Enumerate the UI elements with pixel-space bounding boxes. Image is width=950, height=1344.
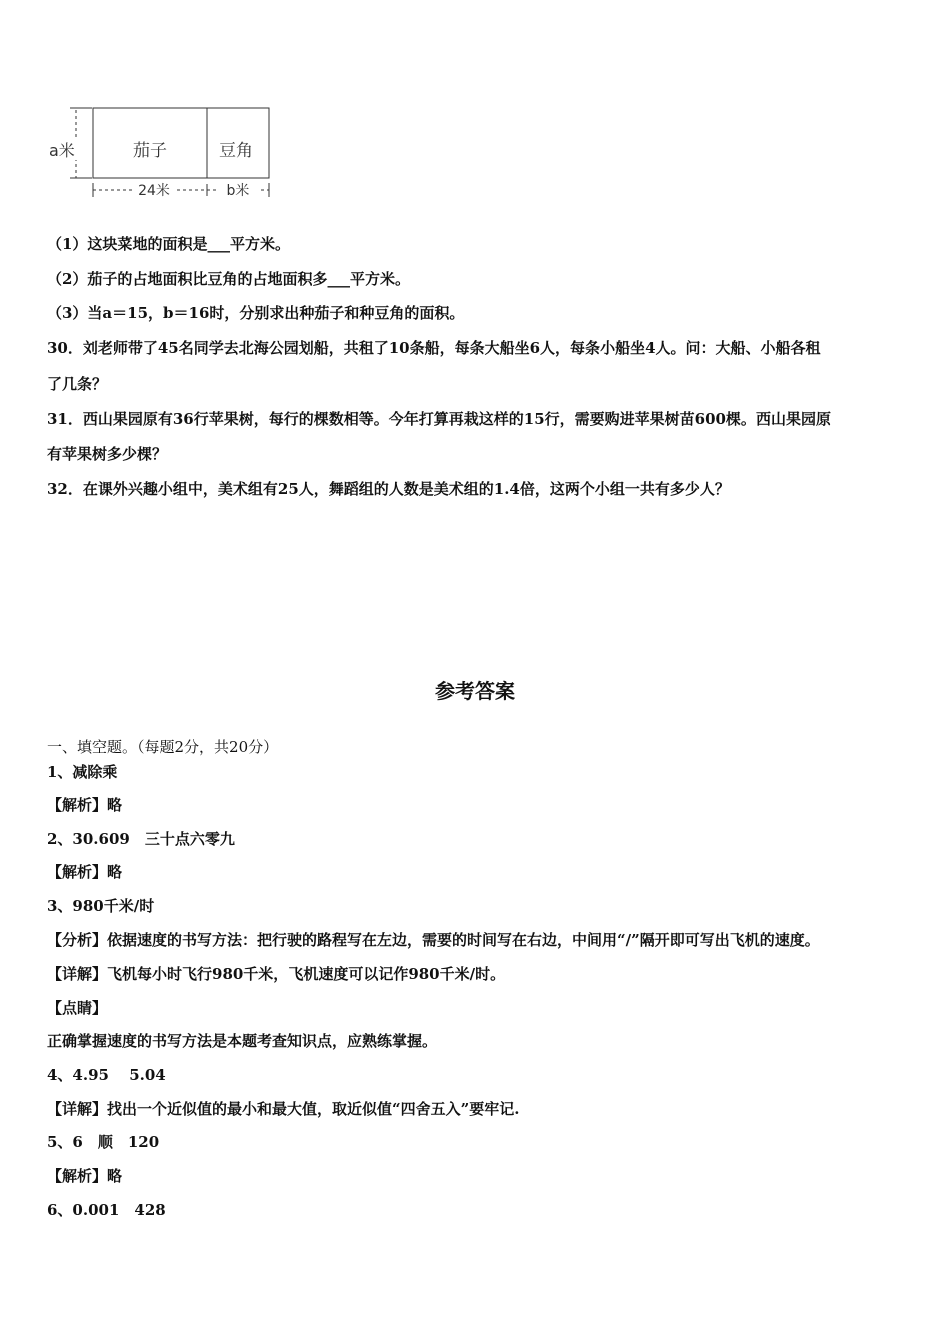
side-label: a米: [49, 141, 75, 160]
bottom-right-label: b米: [226, 183, 250, 199]
answer-5: 5、6 顺 120: [47, 1133, 160, 1151]
eggplant-label: 茄子: [133, 141, 167, 161]
answer-3: 3、980千米/时: [47, 897, 155, 915]
answers-title: 参考答案: [435, 679, 515, 703]
vegetable-plot-diagram: [44, 98, 284, 208]
answer-4: 4、4.95 5.04: [47, 1066, 166, 1084]
question-30-line1: 30．刘老师带了45名同学去北海公园划船，共租了10条船，每条大船坐6人，每条小船坐4人。问：大船、小船各租: [47, 339, 821, 357]
question-30-line2: 了几条？: [47, 375, 108, 393]
answer-3-point-heading: 【点睛】: [47, 999, 108, 1017]
answer-2: 2、30.609 三十点六零九: [47, 830, 235, 848]
answer-6: 6、0.001 428: [47, 1201, 166, 1219]
answer-3-point-text: 正确掌握速度的书写方法是本题考查知识点，应熟练掌握。: [47, 1032, 438, 1050]
question-31-line2: 有苹果树多少棵？: [47, 445, 168, 463]
answers-section-1-heading: 一、填空题。（每题2分，共20分）: [47, 738, 279, 756]
answer-3-analysis: 【分析】依据速度的书写方法：把行驶的路程写在左边，需要的时间写在右边，中间用“/”隔开即可写出飞机的速度。: [47, 931, 820, 949]
question-31-line1: 31．西山果园原有36行苹果树，每行的棵数相等。今年打算再栽这样的15行，需要购进苹果树苗600棵。西山果园原: [47, 410, 831, 428]
answer-4-detail: 【详解】找出一个近似值的最小和最大值，取近似值“四舍五入”要牢记.: [47, 1100, 520, 1118]
answer-2-note: 【解析】略: [47, 863, 123, 881]
answer-1: 1、减除乘: [47, 763, 118, 781]
question-29-3: （3）当a＝15，b＝16时，分别求出种茄子和种豆角的面积。: [47, 304, 465, 322]
bean-label: 豆角: [219, 141, 253, 161]
question-29-2: （2）茄子的占地面积比豆角的占地面积多___平方米。: [47, 270, 410, 288]
answer-1-note: 【解析】略: [47, 796, 123, 814]
answer-5-note: 【解析】略: [47, 1167, 123, 1185]
question-29-1: （1）这块菜地的面积是___平方米。: [47, 235, 290, 253]
question-32: 32．在课外兴趣小组中，美术组有25人，舞蹈组的人数是美术组的1.4倍，这两个小组一共有多少人？: [47, 480, 730, 498]
answer-3-detail: 【详解】飞机每小时飞行980千米，飞机速度可以记作980千米/时。: [47, 965, 506, 983]
bottom-left-label: 24米: [138, 183, 170, 199]
